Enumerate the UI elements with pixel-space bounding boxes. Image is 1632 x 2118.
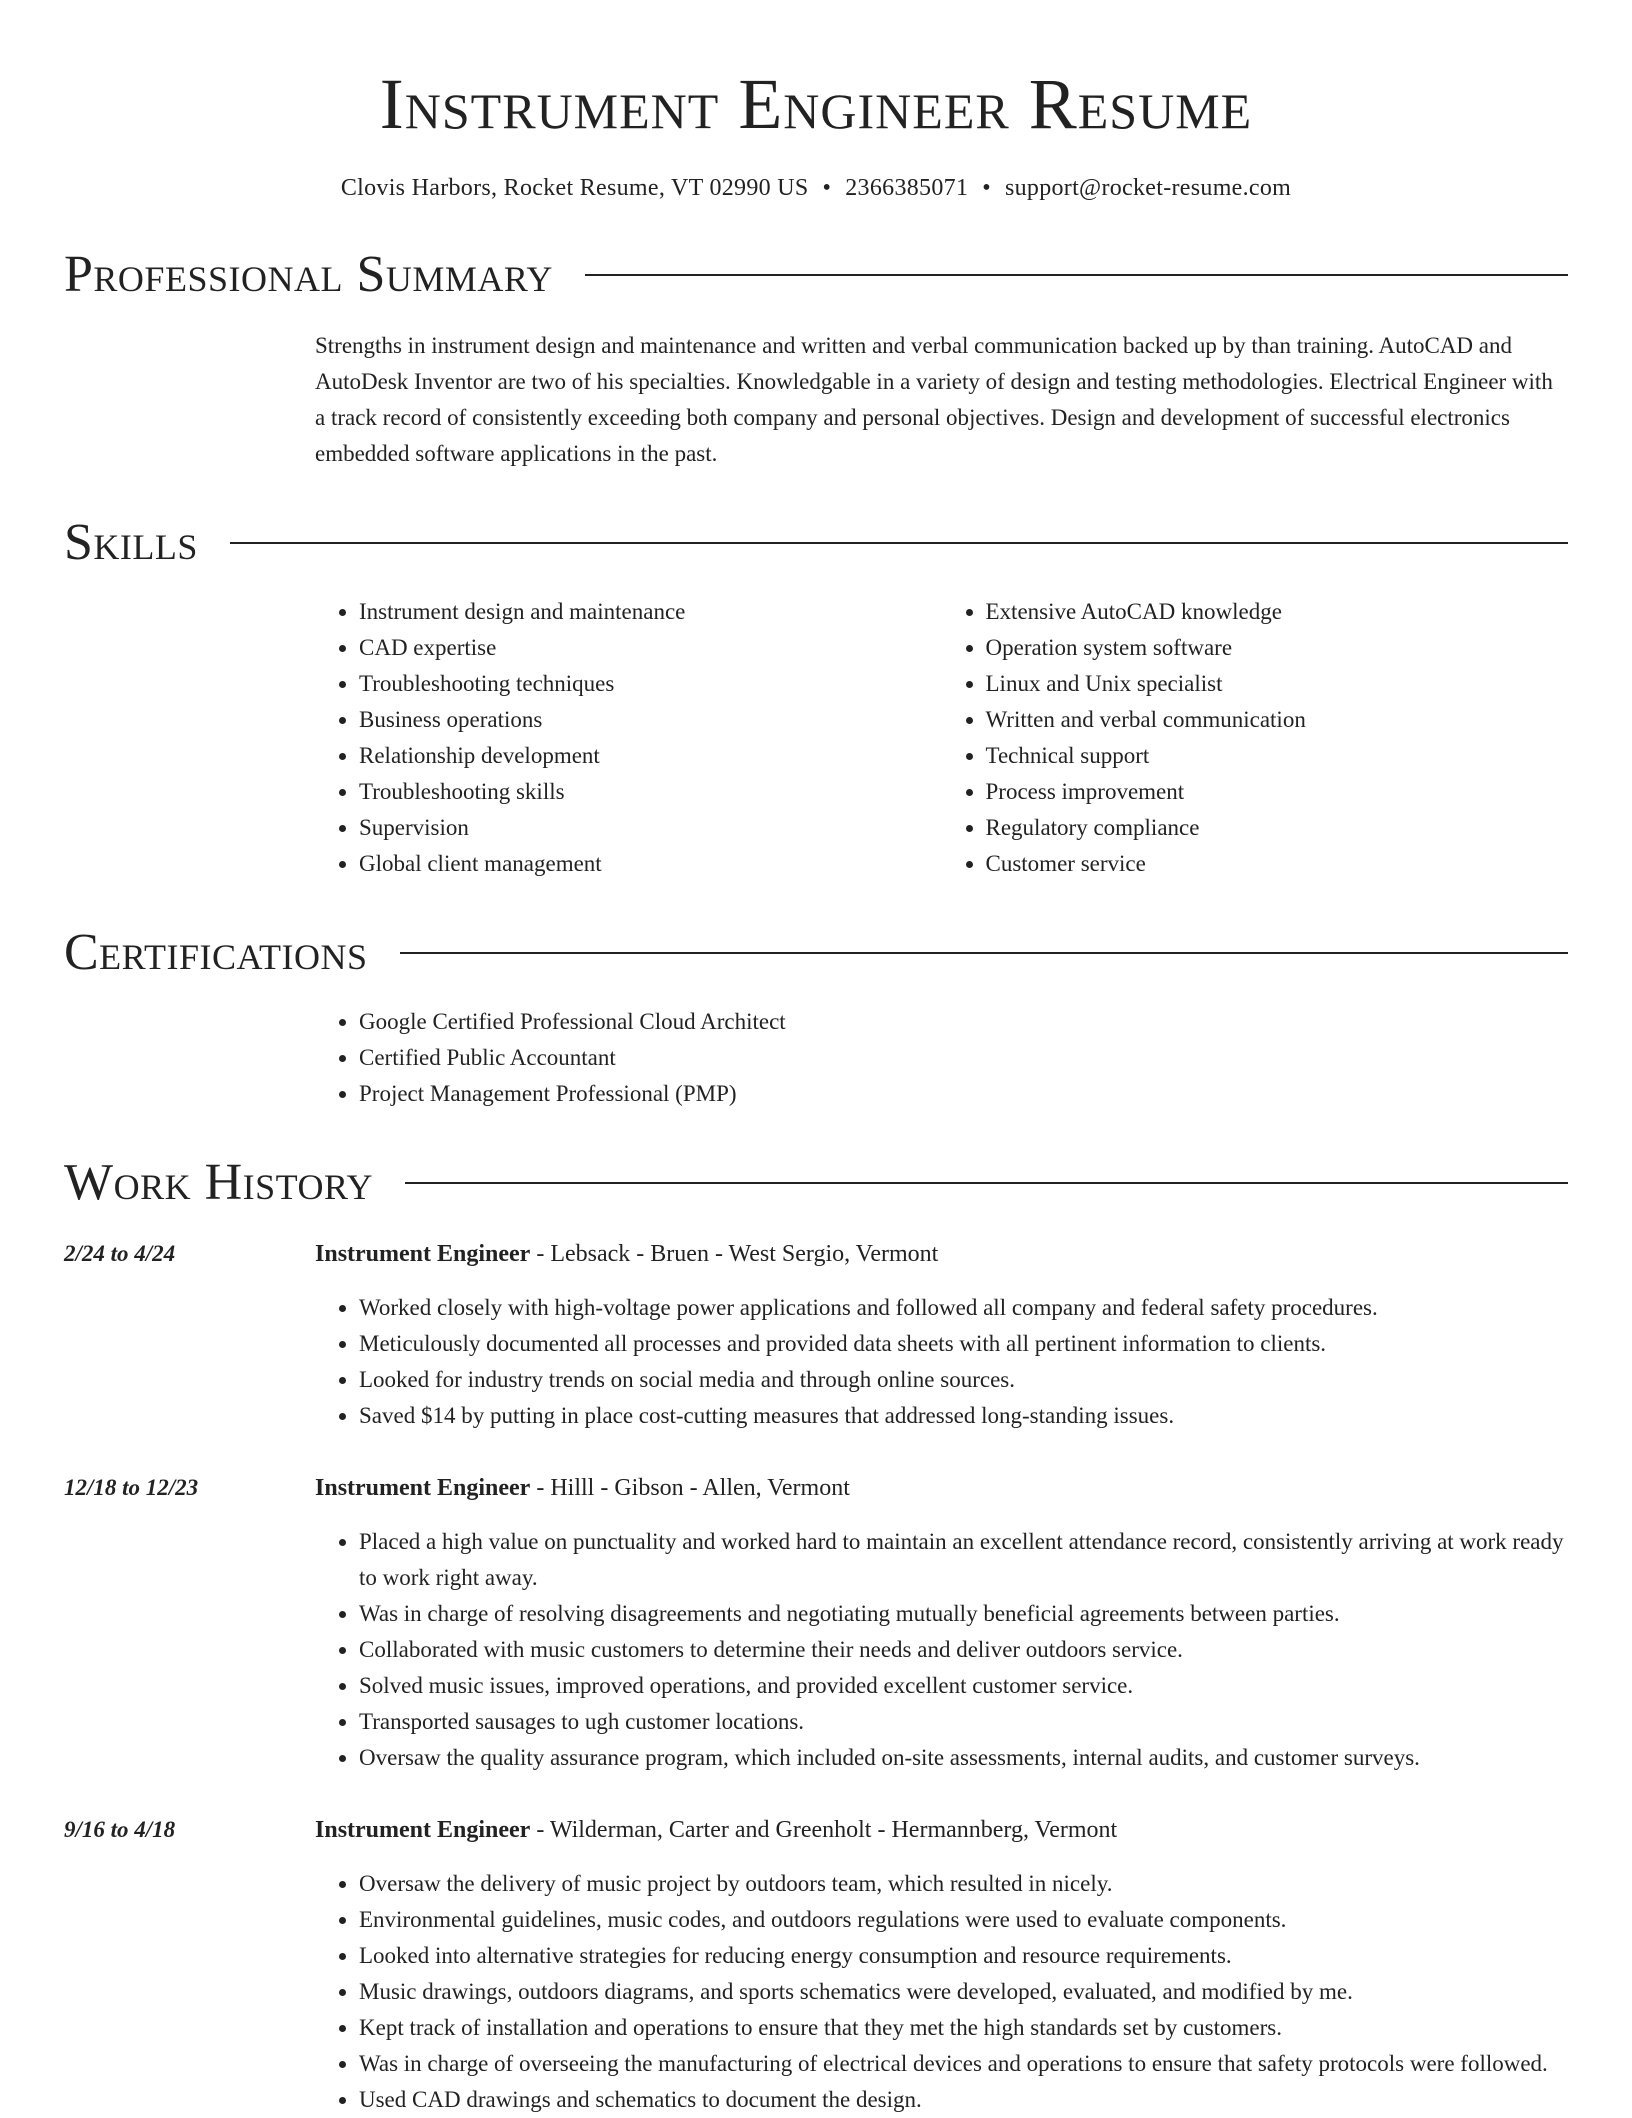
list-item: • Instrument design and maintenance [359, 594, 942, 630]
list-item: • Google Certified Professional Cloud Architect [359, 1004, 1568, 1040]
resume-title: Instrument Engineer Resume [379, 64, 1253, 144]
summary-text: Strengths in instrument design and maintenance and written and verbal communication backed up by than training. AutoCAD and AutoDesk Inventor are two of his specialties. Knowledgable in a variety of design and testing methodologies. Electrical Engineer with a track record of consistently exceeding both company and personal objectives. Design and development of successful electronics embedded software applications in the past. [315, 333, 1553, 466]
list-item: • Was in charge of resolving disagreements and negotiating mutually beneficial agreements between parties. [359, 1596, 1568, 1632]
job-entry [64, 1470, 1568, 1776]
job-details [315, 1812, 1568, 2118]
work-heading: Work History [64, 1154, 374, 1211]
list-item: • Solved music issues, improved operations, and provided excellent customer service. [359, 1668, 1568, 1704]
skills-section-header [64, 512, 1568, 574]
section-divider [230, 542, 1568, 544]
list-item: • Environmental guidelines, music codes, and outdoors regulations were used to evaluate components. [359, 1902, 1568, 1938]
skills-list-left [315, 594, 942, 882]
list-item: • Troubleshooting skills [359, 774, 942, 810]
job-dates: 2/24 to 4/24 [64, 1241, 176, 1266]
list-item: • Collaborated with music customers to determine their needs and deliver outdoors service. [359, 1632, 1568, 1668]
job-bullets [315, 1866, 1568, 2118]
list-item: • Global client management [359, 846, 942, 882]
job-employer: - Hilll - Gibson - Allen, Vermont [530, 1475, 850, 1501]
list-item: • Oversaw the quality assurance program, which included on-site assessments, internal audits, and customer surveys. [359, 1740, 1568, 1776]
list-item: • Was in charge of overseeing the manufacturing of electrical devices and operations to ensure that safety protocols were followed. [359, 2046, 1568, 2082]
list-item: • Troubleshooting techniques [359, 666, 942, 702]
list-item: • Looked into alternative strategies for reducing energy consumption and resource requirements. [359, 1938, 1568, 1974]
section-divider [400, 952, 1568, 954]
list-item: • Business operations [359, 702, 942, 738]
contact-email: support@rocket-resume.com [1004, 175, 1292, 201]
summary-section-header [64, 244, 1568, 306]
list-item: • Music drawings, outdoors diagrams, and sports schematics were developed, evaluated, and modified by me. [359, 1974, 1568, 2010]
contact-separator: • [982, 175, 991, 201]
list-item: • Certified Public Accountant [359, 1040, 1568, 1076]
job-entry [64, 1812, 1568, 2118]
list-item: • Worked closely with high-voltage power applications and followed all company and federal safety procedures. [359, 1290, 1568, 1326]
list-item: • Technical support [986, 738, 1569, 774]
list-item: • Looked for industry trends on social media and through online sources. [359, 1362, 1568, 1398]
list-item: • CAD expertise [359, 630, 942, 666]
list-item: • Written and verbal communication [986, 702, 1569, 738]
section-divider [585, 274, 1568, 276]
list-item: • Placed a high value on punctuality and worked hard to maintain an excellent attendance record, consistently arriving at work ready to work right away. [359, 1524, 1568, 1596]
list-item: • Used CAD drawings and schematics to document the design. [359, 2082, 1568, 2118]
contact-line [64, 172, 1568, 204]
list-item: • Meticulously documented all processes and provided data sheets with all pertinent information to clients. [359, 1326, 1568, 1362]
job-entry [64, 1236, 1568, 1434]
work-section-header [64, 1152, 1568, 1214]
contact-phone: 2366385071 [845, 175, 969, 201]
list-item: • Transported sausages to ugh customer locations. [359, 1704, 1568, 1740]
list-item: • Extensive AutoCAD knowledge [986, 594, 1569, 630]
job-heading [315, 1470, 1568, 1506]
job-heading [315, 1812, 1568, 1848]
list-item: • Oversaw the delivery of music project by outdoors team, which resulted in nicely. [359, 1866, 1568, 1902]
contact-separator: • [822, 175, 832, 201]
certifications-list [315, 1004, 1568, 1112]
list-item: • Kept track of installation and operations to ensure that they met the high standards set by customers. [359, 2010, 1568, 2046]
job-heading [315, 1236, 1568, 1272]
certifications-heading: Certifications [64, 924, 368, 981]
list-item: • Relationship development [359, 738, 942, 774]
list-item: • Process improvement [986, 774, 1569, 810]
job-dates: 12/18 to 12/23 [64, 1475, 199, 1500]
certifications-section-header [64, 922, 1568, 984]
list-item: • Project Management Professional (PMP) [359, 1076, 1568, 1112]
skills-list-right [942, 594, 1569, 882]
job-bullets [315, 1290, 1568, 1434]
job-role: Instrument Engineer [315, 1241, 531, 1267]
job-employer: - Wilderman, Carter and Greenholt - Hermannberg, Vermont [530, 1817, 1118, 1843]
list-item: • Regulatory compliance [986, 810, 1569, 846]
job-dates: 9/16 to 4/18 [64, 1817, 176, 1842]
certifications-body [315, 1004, 1568, 1112]
list-item: • Supervision [359, 810, 942, 846]
summary-heading: Professional Summary [64, 246, 553, 303]
job-employer: - Lebsack - Bruen - West Sergio, Vermont [530, 1241, 939, 1267]
job-details [315, 1470, 1568, 1776]
resume-page [64, 0, 1568, 2118]
job-role: Instrument Engineer [315, 1475, 531, 1501]
job-role: Instrument Engineer [315, 1817, 531, 1843]
list-item: • Saved $14 by putting in place cost-cutting measures that addressed long-standing issues. [359, 1398, 1568, 1434]
job-details [315, 1236, 1568, 1434]
contact-address: Clovis Harbors, Rocket Resume, VT 02990 US [340, 175, 809, 201]
skills-heading: Skills [64, 514, 198, 571]
list-item: • Linux and Unix specialist [986, 666, 1569, 702]
job-bullets [315, 1524, 1568, 1776]
skills-columns [315, 594, 1568, 882]
list-item: • Operation system software [986, 630, 1569, 666]
list-item: • Customer service [986, 846, 1569, 882]
section-divider [405, 1182, 1568, 1184]
